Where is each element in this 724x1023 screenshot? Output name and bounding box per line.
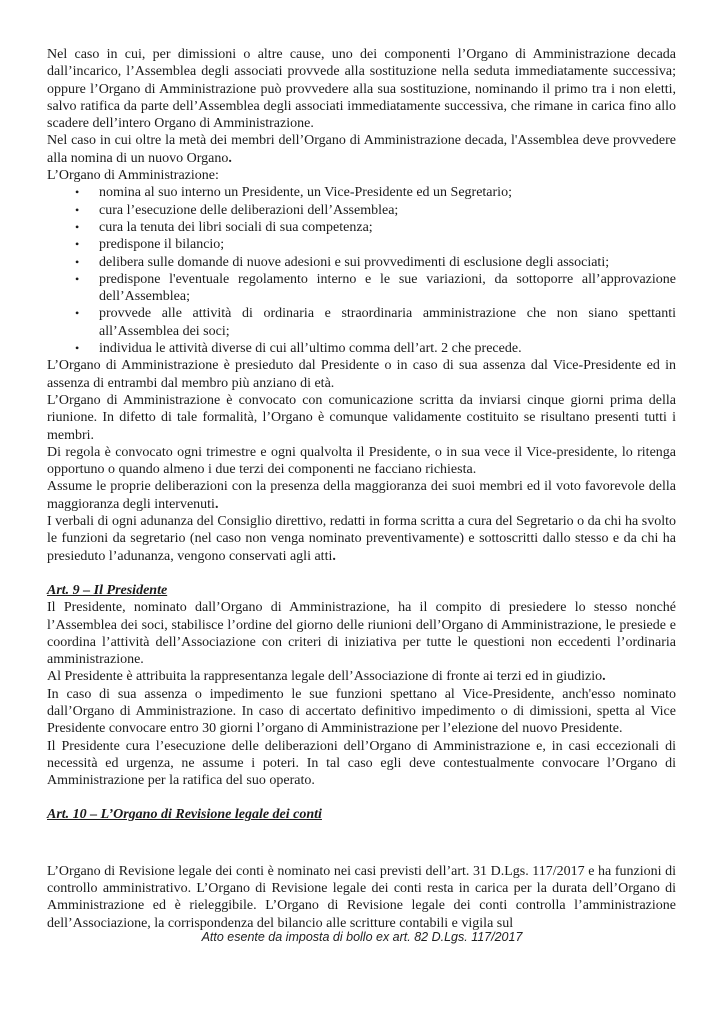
bullet-icon: • xyxy=(75,237,80,252)
paragraph-text: Assume le proprie deliberazioni con la presenza della maggioranza dei suoi membri ed il voto favorevole della maggioranza degli intervenuti xyxy=(47,479,676,512)
footer-note: Atto esente da imposta di bollo ex art. 82 D.Lgs. 117/2017 xyxy=(201,930,523,944)
bold-period: . xyxy=(214,496,219,512)
article-10-title: Art. 10 – L’Organo di Revisione legale dei conti xyxy=(47,807,322,823)
bullet-icon: • xyxy=(75,254,80,269)
article-9-title: Art. 9 – Il Presidente xyxy=(47,582,168,598)
list-item xyxy=(47,202,676,219)
list-item xyxy=(47,340,676,357)
list-item-text: delibera sulle domande di nuove adesioni e sui provvedimenti di esclusione degli associati; xyxy=(99,254,610,270)
bullet-icon: • xyxy=(75,306,80,321)
article-10-paragraph-1: L’Organo di Revisione legale dei conti è nominato nei casi previsti dell’art. 31 D.Lgs. 117/2017 e ha funzioni di controllo amministrativo. L’Organo di Revisione legale dei conti resta in carica per la durata dell’Organo di Amministrazione ed è rieleggibile. L’Organo di Revisione legale dei conti controlla l’amministrazione dell’Associazione, la corrispondenza del bilancio alle scritture contabili e vigila sul xyxy=(47,863,676,931)
paragraph-meta-membri xyxy=(47,132,676,167)
list-item-text: provvede alle attività di ordinaria e straordinaria amministrazione che non siano spettanti all’Assemblea dei soci; xyxy=(99,306,676,339)
list-item-text: predispone l'eventuale regolamento interno e le sue variazioni, da sottoporre all’approvazione dell’Assemblea; xyxy=(99,271,676,305)
organo-amministrazione-label: L’Organo di Amministrazione: xyxy=(47,168,219,184)
article-9-heading xyxy=(47,582,676,599)
paragraph-text: Al Presidente è attribuita la rappresentanza legale dell’Associazione di fronte ai terzi ed in giudizio xyxy=(47,669,603,685)
bullet-icon: • xyxy=(75,202,80,217)
paragraph-presieduto: L’Organo di Amministrazione è presieduto dal Presidente o in caso di sua assenza dal Vice-Presidente ed in assenza di entrambi dal membro più anziano di età. xyxy=(47,358,676,391)
bullet-icon: • xyxy=(75,219,80,234)
list-item xyxy=(47,219,676,236)
bullet-icon: • xyxy=(75,341,80,356)
list-item xyxy=(47,271,676,306)
bold-period: . xyxy=(228,150,232,166)
bullet-list xyxy=(47,184,676,357)
bold-period: . xyxy=(332,548,336,564)
paragraph-text: Nel caso in cui oltre la metà dei membri dell’Organo di Amministrazione decada, l'Assemblea deve provvedere alla nomina di un nuovo Organo xyxy=(47,133,676,166)
document-body xyxy=(47,46,676,932)
article-10-heading xyxy=(47,806,676,823)
article-9-paragraph-2 xyxy=(47,668,676,685)
list-item-text: predispone il bilancio; xyxy=(99,237,225,253)
bullet-icon: • xyxy=(75,185,80,200)
list-item-text: cura l’esecuzione delle deliberazioni dell’Assemblea; xyxy=(99,202,399,218)
bullet-icon: • xyxy=(75,271,80,286)
article-9-paragraph-4: Il Presidente cura l’esecuzione delle deliberazioni dell’Organo di Amministrazione e, in casi eccezionali di necessità ed urgenza, ne assume i poteri. In tal caso egli deve contestualmente convocare l’Organo di Amministrazione per la ratifica del suo operato. xyxy=(47,738,676,789)
list-item xyxy=(47,305,676,340)
list-item xyxy=(47,236,676,253)
paragraph-text: I verbali di ogni adunanza del Consiglio direttivo, redatti in forma scritta a cura del Segretario o da chi ha svolto le funzioni da segretario (nel caso non venga nominato preventivamente) e sottoscritti dallo stesso e da chi ha presieduto l’adunanza, vengono conservati agli atti xyxy=(47,514,676,564)
paragraph-assume xyxy=(47,478,676,513)
bold-period: . xyxy=(602,669,606,685)
paragraph-decada: Nel caso in cui, per dimissioni o altre cause, uno dei componenti l’Organo di Amministrazione decada dall’incarico, l’Assemblea degli associati provvede alla sostituzione nella seduta immediatamente successiva; oppure l’Organo di Amministrazione può provvedere alla sua sostituzione, nominando il primo tra i non eletti, salvo ratifica da parte dell’Assemblea degli associati immediatamente successiva, che rimane in carica fino allo scadere dell’intero Organo di Amministrazione. xyxy=(47,47,676,132)
list-item-text: nomina al suo interno un Presidente, un Vice-Presidente ed un Segretario; xyxy=(99,185,512,201)
list-item-text: individua le attività diverse di cui all’ultimo comma dell’art. 2 che precede. xyxy=(99,341,522,357)
list-item xyxy=(47,254,676,271)
article-9-paragraph-3: In caso di sua assenza o impedimento le sue funzioni spettano al Vice-Presidente, anch'esso nominato dall’Organo di Amministrazione. In caso di accertato definitivo impedimento o di dimissioni, spetta al Vice Presidente convocare entro 30 giorni l’organo di Amministrazione per l’elezione del nuovo Presidente. xyxy=(47,686,676,737)
article-9-paragraph-1: Il Presidente, nominato dall’Organo di Amministrazione, ha il compito di presiedere lo stesso nonché l’Assemblea dei soci, stabilisce l’ordine del giorno delle riunioni dell’Organo di Amministrazione, le presiede e coordina l’attività dell’Associazione con criteri di iniziativa per tutte le questioni non eccedenti l’ordinaria amministrazione. xyxy=(47,600,676,668)
paragraph-convocato: L’Organo di Amministrazione è convocato con comunicazione scritta da inviarsi cinque giorni prima della riunione. In difetto di tale formalità, l’Organo è comunque validamente costituito se risultano presenti tutti i membri. xyxy=(47,392,676,443)
list-item-text: cura la tenuta dei libri sociali di sua competenza; xyxy=(99,219,373,235)
list-item xyxy=(47,184,676,201)
paragraph-regola: Di regola è convocato ogni trimestre e ogni qualvolta il Presidente, o in sua vece il Vice-presidente, lo ritenga opportuno o quando almeno i due terzi dei componenti ne facciano richiesta. xyxy=(47,444,676,478)
paragraph-verbali xyxy=(47,513,676,565)
